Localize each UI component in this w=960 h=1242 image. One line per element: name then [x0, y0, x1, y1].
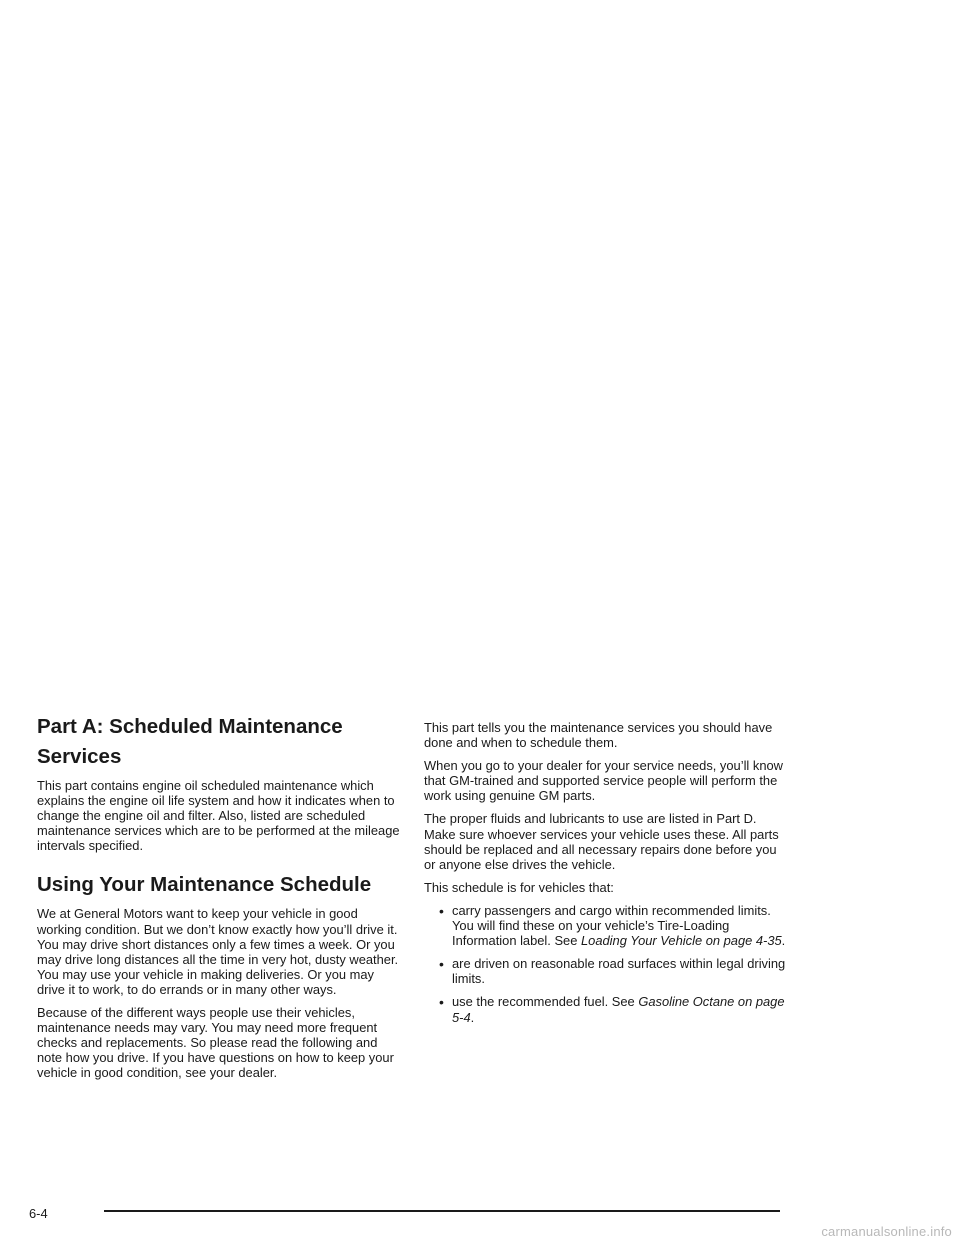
page-number: 6-4: [29, 1206, 48, 1221]
footer-divider: [104, 1210, 780, 1212]
list-item-text: are driven on reasonable road surfaces within legal driving limits.: [452, 956, 786, 987]
list-item: [424, 956, 789, 986]
list-item-text: carry passengers and cargo within recommended limits. You will find these on your vehicle’s Tire-Loading Information label. See: [452, 902, 771, 949]
heading-scheduled-maintenance: Part A: Scheduled Maintenance Services: [37, 715, 343, 768]
list-item: [424, 994, 789, 1024]
paragraph-part-a-intro: This part contains engine oil scheduled maintenance which explains the engine oil life system and how it indicates when to change the engine oil and filter. Also, listed are scheduled maintenance services which are to be performed at the mileage intervals specified.: [37, 778, 400, 854]
right-column: [424, 720, 789, 1033]
list-item-end: .: [470, 1009, 475, 1025]
heading-using-schedule: Using Your Maintenance Schedule: [37, 873, 372, 897]
list-item-end: .: [781, 933, 786, 949]
paragraph-driving-habits: We at General Motors want to keep your vehicle in good working condition. But we don’t know exactly how you’ll drive it. You may drive short distances only a few times a week. Or you may drive long distances all the time in very hot, dusty weather. You may use your vehicle in making deliveries. Or you may drive it to work, to do errands or in many other ways.: [37, 906, 399, 997]
paragraph-fluids-lubricants: The proper fluids and lubricants to use are listed in Part D. Make sure whoever services your vehicle uses these. All parts should be replaced and all necessary repairs done before you or anyone else drives the vehicle.: [424, 811, 779, 872]
cross-reference-gasoline-octane[interactable]: Gasoline Octane on page 5-4: [452, 994, 785, 1025]
list-item-text: use the recommended fuel. See: [452, 994, 639, 1010]
paragraph-maintenance-needs: Because of the different ways people use their vehicles, maintenance needs may vary. You may need more frequent checks and replacements. So please read the following and note how you drive. If you have questions on how to keep your vehicle in good condition, see your dealer.: [37, 1005, 394, 1081]
paragraph-dealer-service: When you go to your dealer for your service needs, you’ll know that GM-trained and supported service people will perform the work using genuine GM parts.: [424, 758, 783, 804]
bullet-icon: •: [439, 956, 444, 973]
list-item: [424, 903, 789, 948]
cross-reference-loading[interactable]: Loading Your Vehicle on page 4-35: [580, 933, 782, 949]
bullet-icon: •: [439, 994, 444, 1011]
bullet-icon: •: [439, 902, 444, 919]
left-column: [37, 715, 402, 1089]
paragraph-services-overview: This part tells you the maintenance services you should have done and when to schedule them.: [424, 720, 773, 751]
watermark: carmanualsonline.info: [821, 1224, 952, 1239]
vehicle-conditions-list: [424, 903, 789, 1025]
paragraph-schedule-applies: This schedule is for vehicles that:: [424, 879, 614, 895]
